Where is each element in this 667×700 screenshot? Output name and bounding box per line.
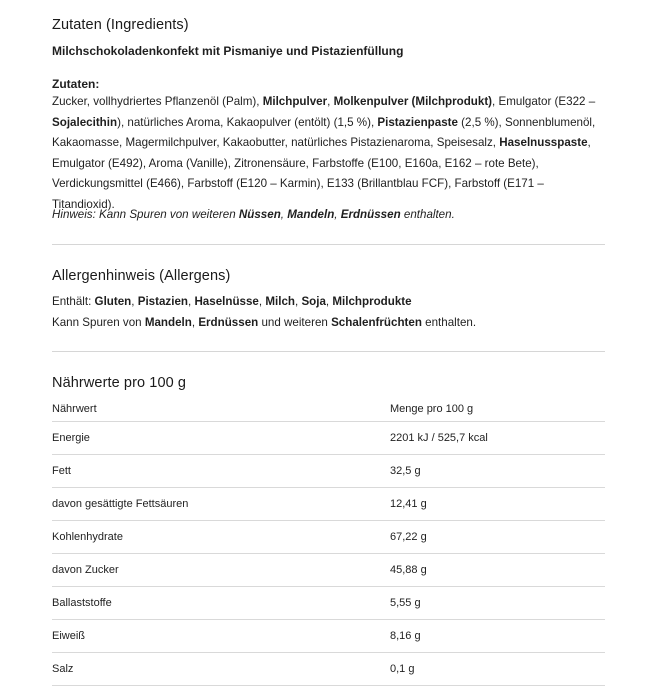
text-segment: , (294, 295, 302, 308)
allergens-text-row (52, 292, 605, 333)
bold-text-segment: Milch (265, 295, 295, 308)
text-segment: Enthält: (52, 295, 95, 308)
text-segment: Hinweis: Kann Spuren von weiteren (52, 208, 239, 221)
text-segment: , Emulgator (E492), Aroma (Vanille), Zitronensäure, Farbstoffe (E100, E160a, E162 – rote Bete), Verdickungsmittel (E466), Farbstoff (E120 – Karmin), E133 (Brillantblau FCF), Farbstoff (E171 – Titandioxid). (52, 136, 591, 211)
bold-text-segment: Nüssen (238, 208, 281, 221)
text-segment: , (334, 208, 341, 221)
divider (52, 351, 605, 352)
nutrient-name: davon Zucker (52, 554, 390, 587)
header-nutrient: Nährwert (52, 397, 390, 422)
text-segment: , (131, 295, 138, 308)
table-row (52, 521, 605, 554)
text-segment: , (280, 208, 288, 221)
nutrient-name: Energie (52, 422, 390, 455)
product-name: Milchschokoladenkonfekt mit Pismaniye und Pistazienfüllung (52, 44, 404, 58)
table-header-row (52, 397, 605, 422)
table-row (52, 422, 605, 455)
text-segment: , (258, 295, 266, 308)
text-segment: ), natürliches Aroma, Kakaopulver (entölt) (1,5 %), (117, 115, 378, 129)
nutrient-name: Salz (52, 653, 390, 686)
nutrient-amount: 5,55 g (390, 587, 605, 620)
nutrient-name: Fett (52, 455, 390, 488)
allergens-title: Allergenhinweis (Allergens) (52, 268, 231, 284)
text-segment: Kann Spuren von (52, 315, 145, 329)
ingredients-text-row (52, 92, 605, 215)
table-row (52, 653, 605, 686)
bold-text-segment: Milchprodukte (332, 295, 412, 308)
nutrient-name: davon gesättigte Fettsäuren (52, 488, 390, 521)
text-segment: , (191, 315, 199, 329)
nutrition-section (52, 375, 605, 391)
nutrition-table (52, 397, 605, 686)
traces-hint (52, 205, 605, 225)
nutrient-name: Kohlenhydrate (52, 521, 390, 554)
header-amount: Menge pro 100 g (390, 397, 605, 422)
nutrient-name: Ballaststoffe (52, 587, 390, 620)
nutrient-amount: 32,5 g (390, 455, 605, 488)
bold-text-segment: Soja (301, 295, 326, 308)
text-segment: enthalten. (421, 315, 477, 329)
allergens-traces (52, 313, 605, 334)
table-row (52, 620, 605, 653)
nutrition-table-wrap (52, 397, 605, 686)
text-segment: , Emulgator (E322 – (492, 95, 596, 108)
bold-text-segment: Erdnüssen (340, 208, 401, 221)
text-segment: enthalten. (400, 208, 455, 221)
table-row (52, 488, 605, 521)
ingredients-title: Zutaten (Ingredients) (52, 17, 189, 33)
bold-text-segment: Haselnusspaste (499, 136, 588, 149)
bold-text-segment: Mandeln (144, 315, 192, 329)
divider (52, 244, 605, 245)
ingredients-hint-row (52, 205, 605, 225)
table-row (52, 587, 605, 620)
text-segment: , (325, 295, 333, 308)
bold-text-segment: Molkenpulver (Milchprodukt) (333, 95, 493, 108)
ingredients-section (52, 17, 605, 33)
bold-text-segment: Haselnüsse (194, 295, 259, 308)
nutrient-amount: 2201 kJ / 525,7 kcal (390, 422, 605, 455)
bold-text-segment: Gluten (94, 295, 132, 308)
nutrient-amount: 0,1 g (390, 653, 605, 686)
bold-text-segment: Mandeln (287, 208, 335, 221)
allergens-section (52, 268, 605, 284)
text-segment: und weiteren (258, 315, 332, 329)
bold-text-segment: Pistazien (137, 295, 188, 308)
bold-text-segment: Erdnüssen (198, 315, 259, 329)
bold-text-segment: Milchpulver (262, 95, 328, 108)
table-row (52, 455, 605, 488)
text-segment: , (187, 295, 195, 308)
text-segment: Zucker, vollhydriertes Pflanzenöl (Palm), (52, 95, 263, 108)
text-segment: , (327, 95, 334, 108)
ingredients-label-row (52, 77, 605, 91)
text-segment: (2,5 %), Sonnenblumenöl, Kakaomasse, Magermilchpulver, Kakaobutter, natürliches Pistazienaroma, Speisesalz, (52, 115, 596, 149)
nutrient-amount: 12,41 g (390, 488, 605, 521)
nutrient-name: Eiweiß (52, 620, 390, 653)
nutrient-amount: 8,16 g (390, 620, 605, 653)
product-name-row (52, 44, 605, 58)
bold-text-segment: Schalenfrüchten (331, 315, 422, 329)
nutrient-amount: 67,22 g (390, 521, 605, 554)
nutrition-title: Nährwerte pro 100 g (52, 375, 187, 391)
bold-text-segment: Pistazienpaste (377, 115, 458, 129)
ingredients-text (52, 92, 605, 215)
table-row (52, 554, 605, 587)
bold-text-segment: Sojalecithin (52, 115, 118, 129)
nutrient-amount: 45,88 g (390, 554, 605, 587)
ingredients-label: Zutaten: (52, 77, 100, 91)
allergens-contains (52, 292, 605, 313)
